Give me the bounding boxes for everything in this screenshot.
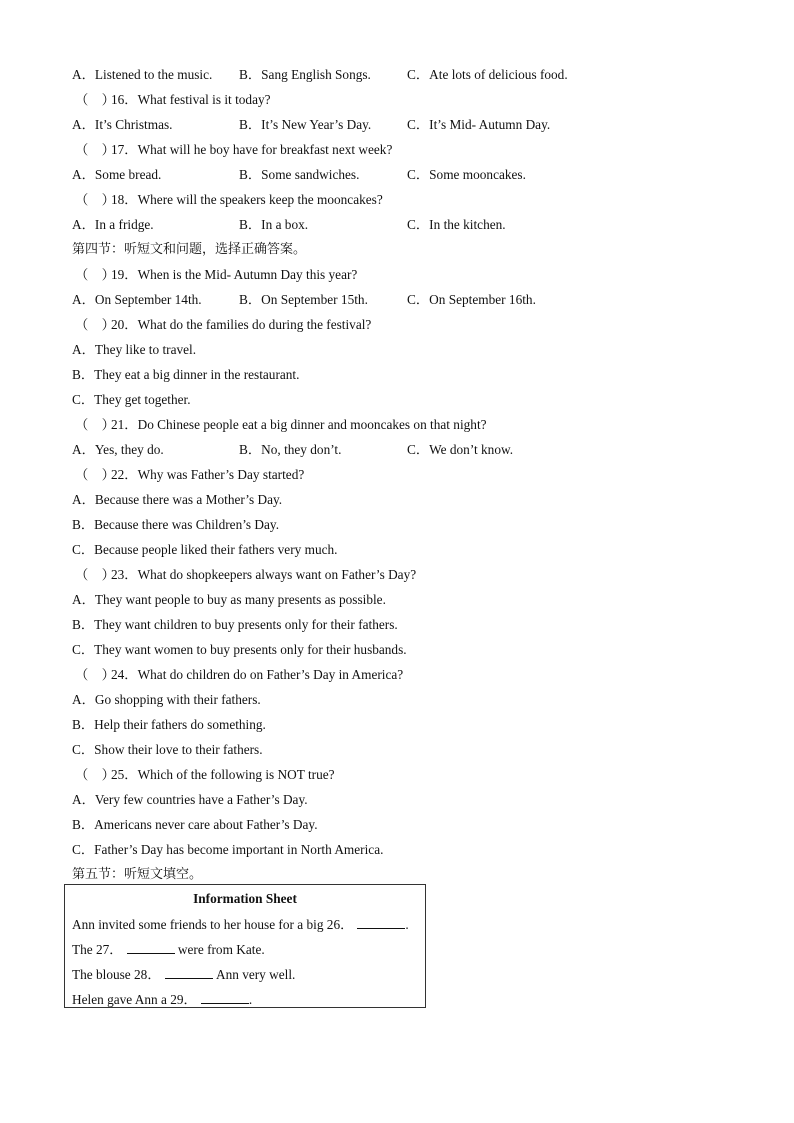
q21-options-row (72, 437, 732, 462)
answer-blank-28 (165, 965, 213, 979)
q23-text: 23．What do shopkeepers always want on Father’s Day? (111, 567, 417, 582)
answer-bracket: （ ） (75, 92, 115, 107)
info-line-29 (65, 987, 425, 1012)
q17-option-a: A．Some bread. (72, 167, 162, 182)
info-line-29-end: . (248, 992, 253, 1007)
q17-options-row (72, 162, 732, 187)
info-line-27-text: The 27． (72, 942, 123, 957)
info-line-26-end: . (405, 917, 409, 932)
answer-blank-27 (127, 940, 175, 954)
q16-option-a: A．It’s Christmas. (72, 117, 173, 132)
answer-bracket: （ ） (75, 567, 115, 582)
info-line-28-text: The blouse 28． (72, 967, 161, 982)
q19-option-c: C．On September 16th. (407, 292, 536, 307)
q19-option-b: B．On September 15th. (239, 292, 368, 307)
q16-options-row (72, 112, 732, 137)
q24-text: 24．What do children do on Father’s Day in America? (111, 667, 404, 682)
q17-text: 17．What will he boy have for breakfast next week? (111, 142, 393, 157)
q20-option-c: C．They get together. (72, 392, 191, 407)
q22-option-b: B．Because there was Children’s Day. (72, 517, 280, 532)
q16-text: 16．What festival is it today? (111, 92, 271, 107)
q25-option-b: B．Americans never care about Father’s Day. (72, 817, 318, 832)
q23-option-c: C．They want women to buy presents only for their husbands. (72, 642, 407, 657)
q25-text: 25．Which of the following is NOT true? (111, 767, 335, 782)
q23-option-a: A．They want people to buy as many presents as possible. (72, 592, 386, 607)
q18-question (72, 187, 732, 212)
answer-blank-26 (357, 915, 405, 929)
q17-option-b: B．Some sandwiches. (239, 167, 360, 182)
q17-option-c: C．Some mooncakes. (407, 167, 526, 182)
section5-heading: 第五节：听短文填空。 (72, 867, 203, 882)
q23-option-b: B．They want children to buy presents only for their fathers. (72, 617, 398, 632)
info-line-27-end: were from Kate. (177, 942, 265, 957)
q24-option-a: A．Go shopping with their fathers. (72, 692, 261, 707)
q18-option-a: A．In a fridge. (72, 217, 154, 232)
q15-option-a: A．Listened to the music. (72, 67, 213, 82)
q15-option-b: B．Sang English Songs. (239, 67, 371, 82)
q18-option-b: B．In a box. (239, 217, 309, 232)
answer-bracket: （ ） (75, 192, 115, 207)
q16-question (72, 87, 732, 112)
q19-text: 19．When is the Mid- Autumn Day this year? (111, 267, 358, 282)
answer-bracket: （ ） (75, 317, 115, 332)
info-line-28 (65, 962, 425, 987)
q22-option-a: A．Because there was a Mother’s Day. (72, 492, 283, 507)
information-sheet-title: Information Sheet (193, 891, 297, 906)
q16-option-c: C．It’s Mid- Autumn Day. (407, 117, 551, 132)
info-line-28-end: Ann very well. (215, 967, 296, 982)
q25-option-c: C．Father’s Day has become important in North America. (72, 842, 384, 857)
info-line-27 (65, 937, 425, 962)
section4-heading: 第四节：听短文和问题，选择正确答案。 (72, 242, 307, 257)
q21-option-b: B．No, they don’t. (239, 442, 342, 457)
q19-question (72, 262, 732, 287)
info-line-29-text: Helen gave Ann a 29． (72, 992, 197, 1007)
answer-bracket: （ ） (75, 467, 115, 482)
answer-blank-29 (201, 990, 249, 1004)
q24-question (72, 662, 732, 687)
q24-option-c: C．Show their love to their fathers. (72, 742, 263, 757)
q15-option-c: C．Ate lots of delicious food. (407, 67, 568, 82)
answer-bracket: （ ） (75, 142, 115, 157)
q18-text: 18．Where will the speakers keep the mooncakes? (111, 192, 383, 207)
q18-option-c: C．In the kitchen. (407, 217, 506, 232)
q20-text: 20．What do the families do during the festival? (111, 317, 372, 332)
answer-bracket: （ ） (75, 667, 115, 682)
information-sheet (64, 884, 426, 1008)
q24-option-b: B．Help their fathers do something. (72, 717, 266, 732)
answer-bracket: （ ） (75, 267, 115, 282)
q21-option-a: A．Yes, they do. (72, 442, 164, 457)
q22-question (72, 462, 732, 487)
q20-question (72, 312, 732, 337)
answer-bracket: （ ） (75, 417, 115, 432)
exam-page (72, 62, 732, 887)
q16-option-b: B．It’s New Year’s Day. (239, 117, 372, 132)
info-line-26 (65, 912, 425, 937)
q23-question (72, 562, 732, 587)
answer-bracket: （ ） (75, 767, 115, 782)
q21-text: 21．Do Chinese people eat a big dinner and mooncakes on that night? (111, 417, 487, 432)
q17-question (72, 137, 732, 162)
q25-question (72, 762, 732, 787)
q19-options-row (72, 287, 732, 312)
info-line-26-text: Ann invited some friends to her house for a big 26． (72, 917, 354, 932)
q21-option-c: C．We don’t know. (407, 442, 514, 457)
q22-text: 22．Why was Father’s Day started? (111, 467, 305, 482)
q20-option-b: B．They eat a big dinner in the restaurant. (72, 367, 300, 382)
q22-option-c: C．Because people liked their fathers very much. (72, 542, 338, 557)
q21-question (72, 412, 732, 437)
q18-options-row (72, 212, 732, 237)
q15-options-row (72, 62, 732, 87)
q20-option-a: A．They like to travel. (72, 342, 197, 357)
q25-option-a: A．Very few countries have a Father’s Day. (72, 792, 308, 807)
q19-option-a: A．On September 14th. (72, 292, 202, 307)
